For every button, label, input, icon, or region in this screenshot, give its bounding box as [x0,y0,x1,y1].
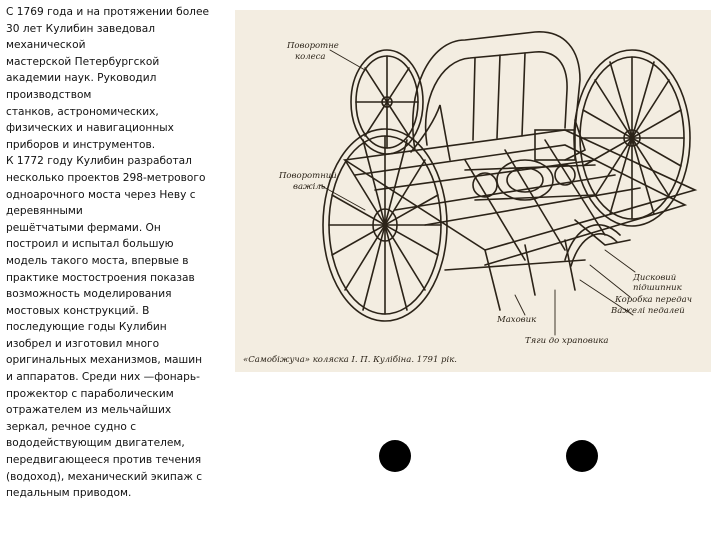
label-flywheel: Маховик [497,315,537,325]
label-gearbox: Коробка передач [615,295,693,305]
article-text [6,4,228,502]
text-line: одноарочного моста через Неву с [6,188,196,201]
label-pedal-rods: Тяги до храповика [525,336,609,346]
front-left-large-wheel [323,129,447,321]
text-line: модель такого моста, впервые в [6,254,189,267]
label-turning-wheels-2: колеса [295,52,326,62]
rear-lower-wheel [565,225,620,266]
text-line: прожектор с параболическим [6,387,174,400]
label-turning-lever-2: важіль [293,182,326,192]
text-line: практике мостостроения показав [6,271,195,284]
text-line: производством [6,88,92,101]
label-turning-wheels-1: Поворотне [287,41,339,51]
text-line: деревянными [6,205,83,218]
text-line: и аппаратов. Среди них —фонарь- [6,371,200,384]
text-line: приборов и инструментов. [6,138,156,151]
label-turning-lever-1: Поворотний [279,171,337,181]
black-dot-right [566,440,598,472]
text-line: К 1772 году Кулибин разработал [6,155,192,168]
text-line: педальным приводом. [6,487,132,500]
text-line: изобрел и изготовил много [6,337,160,350]
text-line: физических и навигационных [6,122,174,135]
text-line: механической [6,39,86,52]
label-pedal-levers: Важелі педалей [611,306,685,316]
black-dot-left [379,440,411,472]
text-line: С 1769 года и на протяжении более [6,6,209,18]
text-line: отражателем из мельчайших [6,404,172,417]
text-line: построил и испытал большую [6,238,174,251]
text-line: передвигающееся против течения [6,454,202,467]
text-line: мостовых конструкций. В [6,304,150,317]
text-line: 30 лет Кулибин заведовал [6,22,156,35]
text-line: мастерской Петербургской [6,55,160,68]
text-line: (водоход), механический экипаж с [6,470,203,483]
carriage-illustration [235,10,711,372]
text-line: станков, астрономических, [6,105,159,118]
text-line: оригинальных механизмов, машин [6,354,203,367]
figure-labels [243,41,692,365]
text-line: академии наук. Руководил [6,72,157,85]
text-line: несколько проектов 298-метрового [6,171,206,184]
seat [411,32,585,160]
text-line: возможность моделирования [6,288,172,301]
label-disc-bearing-1: Дисковий [633,273,677,283]
text-line: вододействующим двигателем, [6,437,185,450]
figure-caption: «Самобіжуча» коляска І. П. Кулібіна. 1791 рік. [243,355,457,365]
label-disc-bearing-2: підшипник [633,283,682,293]
text-line: последующие годы Кулибин [6,321,167,334]
text-line: зеркал, речное судно с [6,420,137,433]
text-line: решётчатыми фермами. Он [6,221,161,234]
